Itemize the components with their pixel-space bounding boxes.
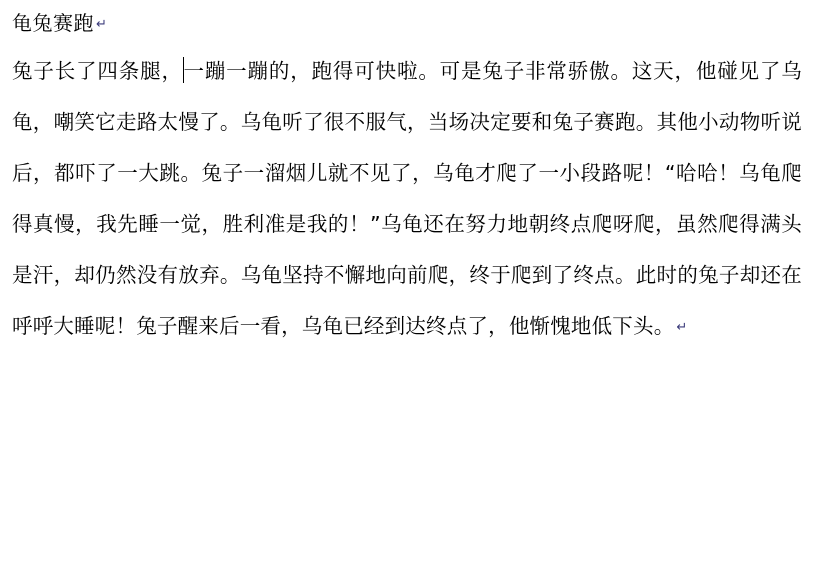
document-body-paragraph[interactable] [12,46,802,353]
paragraph-text-tail [509,314,688,338]
document-title [12,8,799,40]
paragraph-text-before-caret: 兔子长了四条腿， [12,59,183,83]
paragraph-text-after-caret: 一蹦一蹦的，跑得可快啦。可是兔子非常骄傲。这天，他碰见了乌龟，嘲笑它走路太慢了。乌龟听了很不服气，当场决定要和兔子赛跑。其他小动物听说后，都吓了一大跳。兔子一溜烟儿就不见了，乌龟才爬了一小段路呢！“哈哈！乌龟爬得真慢，我先睡一觉，胜利准是我的！”乌龟还在努力地朝终点爬呀爬，虽然爬得满头是汗，却仍然没有放弃。乌龟坚持不懈地向前爬，终于爬到了终点。此时的兔子却还在呼呼大睡呢！兔子醒来后一看，乌龟已经到达终点了， [12,59,802,338]
paragraph-end-mark-icon: ↵ [676,320,688,335]
paragraph-mark-icon: ↵ [96,17,108,32]
document-title-text: 龟兔赛跑 [12,11,94,35]
paragraph-tail-text: 他惭愧地低下头。 [508,314,675,338]
